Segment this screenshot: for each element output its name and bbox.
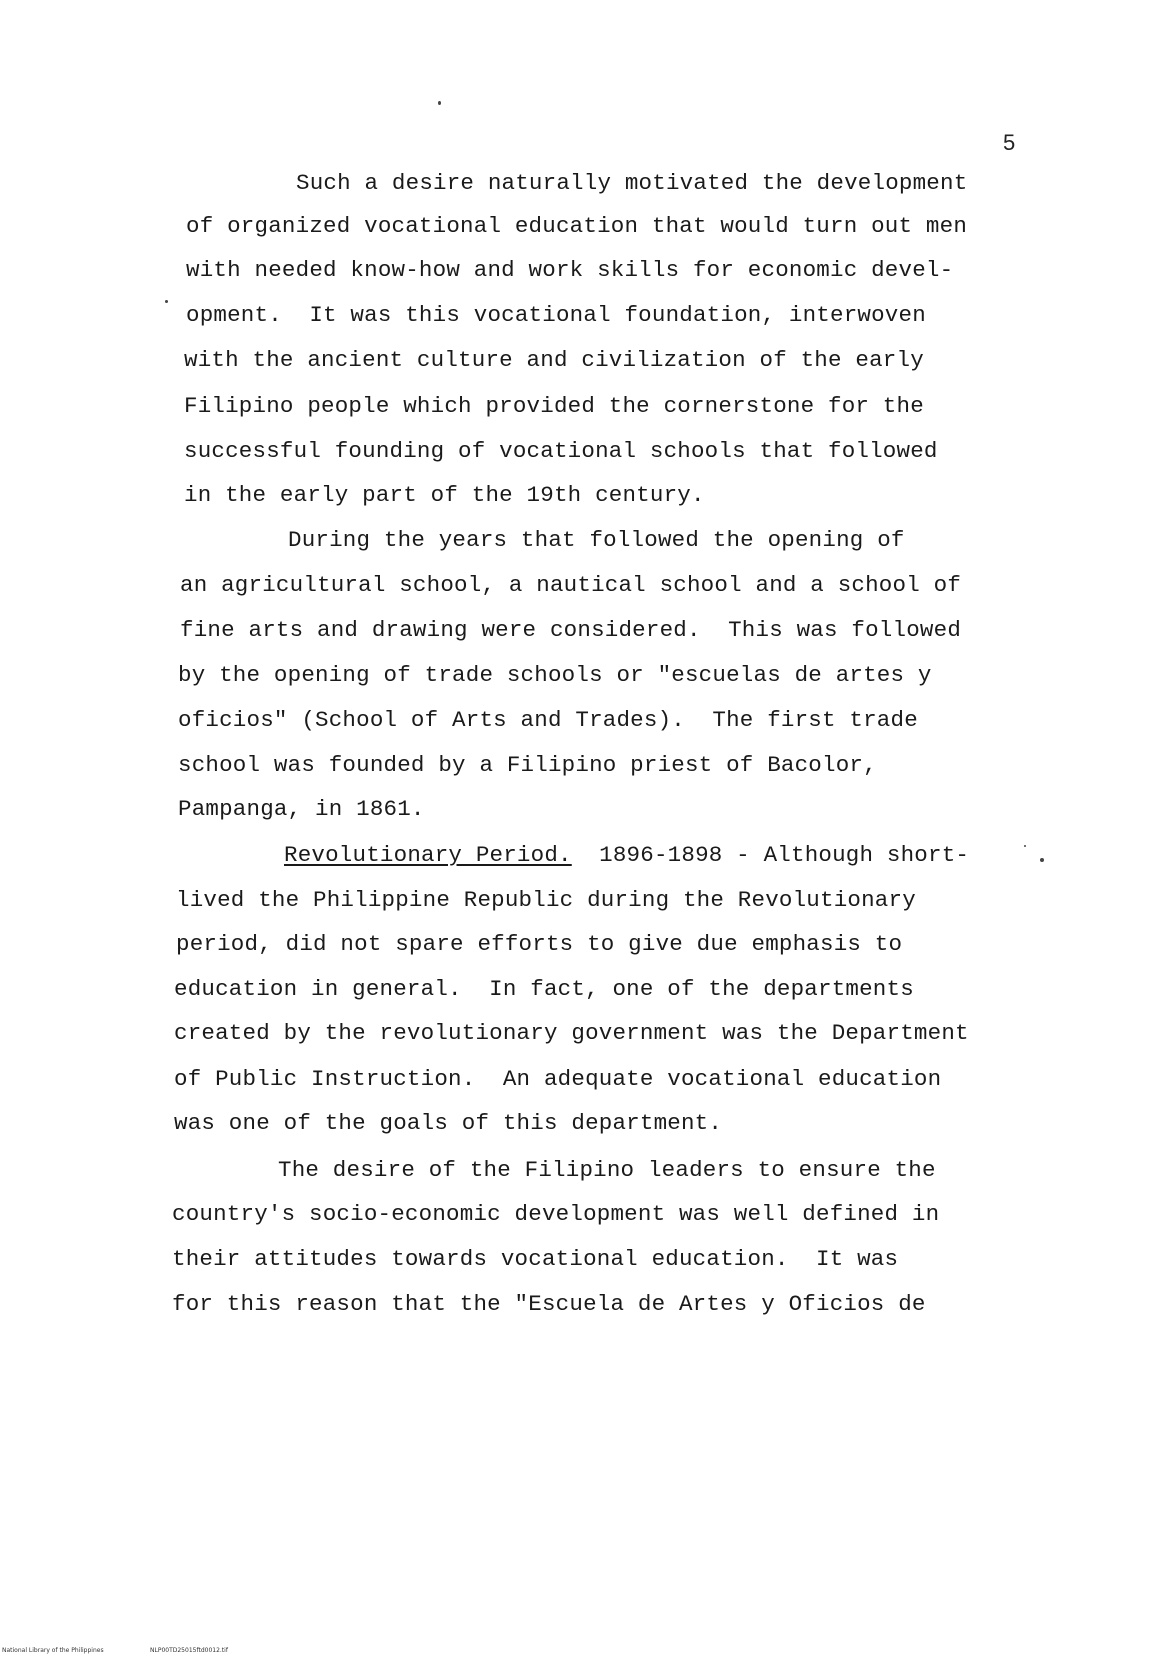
text-line: in the early part of the 19th century. [184,482,705,508]
text-line: their attitudes towards vocational education. It was [172,1246,899,1272]
text-line: with the ancient culture and civilization of the early [184,347,924,373]
text-line: lived the Philippine Republic during the Revolutionary [176,887,916,913]
scan-speck [438,101,441,105]
text-line: education in general. In fact, one of the departments [174,976,914,1002]
section-heading: Revolutionary Period. [284,842,572,868]
scan-speck [1040,858,1044,862]
scan-speck [165,300,168,303]
text-line: The desire of the Filipino leaders to ensure the [278,1157,936,1183]
text-line: opment. It was this vocational foundation, interwoven [186,302,926,328]
text-line: fine arts and drawing were considered. This was followed [180,617,962,643]
text-line: for this reason that the "Escuela de Artes y Oficios de [172,1291,926,1317]
text-line: period, did not spare efforts to give due emphasis to [176,931,903,957]
page-number: 5 [1003,130,1016,155]
text-line: was one of the goals of this department. [174,1110,723,1136]
text-line: of Public Instruction. An adequate vocational education [174,1066,942,1092]
text-line: Such a desire naturally motivated the development [296,170,968,196]
text-line: country's socio-economic development was well defined in [172,1201,940,1227]
text-line: created by the revolutionary government was the Department [174,1020,969,1046]
text-line: an agricultural school, a nautical school and a school of [180,572,962,598]
text-line: Filipino people which provided the cornerstone for the [184,393,924,419]
footer-file: NLP00TD25015ftd0012.tif [150,1647,228,1654]
text-line: During the years that followed the opening of [288,527,905,553]
text-line: by the opening of trade schools or "escuelas de artes y [178,662,932,688]
section-heading-line [284,842,969,868]
text-line: successful founding of vocational schools that followed [184,438,938,464]
text-line: with needed know-how and work skills for economic devel- [186,257,954,283]
text-line-tail: 1896-1898 - Although short- [599,842,970,868]
text-line: oficios" (School of Arts and Trades). The first trade [178,707,918,733]
text-line: of organized vocational education that would turn out men [186,213,968,239]
scan-speck [1024,845,1026,847]
text-line: Pampanga, in 1861. [178,796,425,822]
text-line: school was founded by a Filipino priest of Bacolor, [178,752,877,778]
footer-library: National Library of the Philippines [2,1647,104,1654]
